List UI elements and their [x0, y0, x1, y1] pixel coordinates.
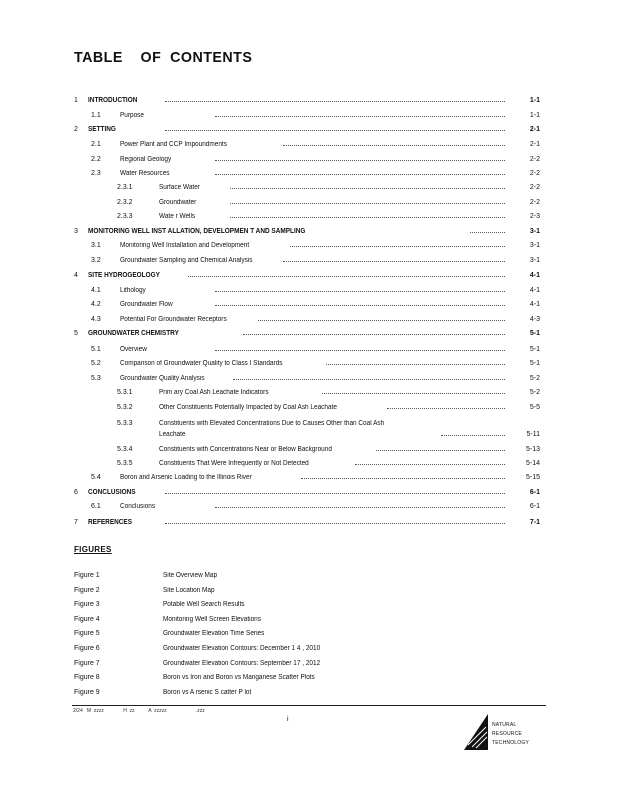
toc-entry-number: 5.3.3: [117, 420, 133, 427]
toc-entry-number: 4.3: [91, 316, 101, 323]
leader-dots: [258, 320, 505, 321]
toc-entry-label: Power Plant and CCP Impoundments: [120, 141, 227, 148]
figure-number: Figure 3: [74, 601, 100, 609]
toc-entry[interactable]: [0, 124, 618, 136]
toc-entry[interactable]: [0, 487, 618, 499]
leader-dots: [230, 188, 505, 189]
toc-entry-number: 4: [74, 272, 78, 279]
figure-title: Boron vs A rsenic S catter P lot: [163, 688, 252, 696]
toc-entry[interactable]: [0, 387, 618, 399]
logo-line-2: RESOURCE: [492, 731, 522, 737]
toc-entry-page: 2-2: [529, 156, 540, 163]
toc-entry-page: 5-15: [525, 474, 540, 481]
toc-entry-number: 2.3.1: [117, 184, 133, 191]
leader-dots: [215, 291, 505, 292]
toc-entry[interactable]: [0, 458, 618, 470]
figure-title: Groundwater Elevation Contours: December 1 4 , 2010: [163, 645, 321, 652]
figure-entry[interactable]: [0, 614, 618, 626]
toc-entry[interactable]: [0, 182, 618, 194]
leader-dots: [215, 116, 505, 117]
toc-entry-number: 2.3.3: [117, 213, 133, 220]
toc-entry-page: 5-2: [529, 389, 540, 396]
toc-entry[interactable]: [0, 517, 618, 529]
page-title: TABLE OF CONTENTS: [74, 49, 253, 66]
toc-entry[interactable]: [0, 255, 618, 267]
toc-entry-number: 1: [74, 97, 78, 104]
toc-entry-number: 3.2: [91, 257, 101, 264]
leader-dots: [215, 507, 505, 508]
toc-entry-number: 2.3.2: [117, 199, 133, 206]
toc-entry-label: Monitoring Well Installation and Development: [120, 242, 250, 249]
toc-entry-number: 5.2: [91, 360, 101, 367]
toc-entry-number: 3.1: [91, 242, 101, 249]
toc-entry[interactable]: [0, 226, 618, 238]
toc-entry-continuation: [0, 429, 618, 441]
toc-entry[interactable]: [0, 358, 618, 370]
toc-entry-label: Constituents with Concentrations Near or Below Background: [159, 446, 332, 453]
leader-dots: [387, 408, 505, 409]
figure-title: Potable Well Search Results: [163, 601, 245, 609]
figure-title: Site Overview Map: [163, 572, 218, 579]
toc-entry-label: Wate r Wells: [159, 213, 196, 220]
toc-entry-number: 5: [74, 330, 78, 337]
toc-entry-label: SETTING: [88, 126, 116, 133]
toc-entry[interactable]: [0, 444, 618, 456]
toc-entry[interactable]: [0, 402, 618, 414]
toc-entry-page: 3-1: [529, 242, 540, 249]
toc-entry-number: 5.3.4: [117, 446, 133, 453]
toc-entry[interactable]: [0, 110, 618, 122]
figure-entry[interactable]: [0, 643, 618, 655]
toc-entry[interactable]: [0, 95, 618, 107]
toc-entry[interactable]: [0, 472, 618, 484]
leader-dots: [188, 276, 505, 277]
logo-line-1: NATURAL: [492, 722, 517, 728]
toc-entry-number: 2.3: [91, 170, 101, 177]
toc-entry-number: 3: [74, 228, 78, 235]
toc-entry-label: REFERENCES: [88, 519, 133, 526]
toc-entry[interactable]: [0, 328, 618, 340]
figure-entry[interactable]: [0, 672, 618, 684]
toc-entry-label: Groundwater Flow: [120, 301, 173, 308]
toc-entry-page: 4-1: [529, 287, 540, 294]
footer-text: 2/24 M zzzz H zz A zzzzz .zzz: [73, 708, 205, 714]
footer-rule: [72, 705, 546, 706]
toc-entry-label: Other Constituents Potentially Impacted by Coal Ash Leachate: [159, 404, 337, 411]
leader-dots: [230, 203, 505, 204]
toc-entry-page: 6-1: [529, 489, 540, 496]
toc-entry[interactable]: [0, 168, 618, 180]
toc-entry-label: GROUNDWATER CHEMISTRY: [88, 330, 179, 337]
toc-entry-label: Purpose: [120, 112, 144, 119]
figure-entry[interactable]: [0, 585, 618, 597]
figure-title: Groundwater Elevation Contours: September 17 , 2012: [163, 659, 321, 667]
leader-dots: [243, 334, 505, 335]
leader-dots: [165, 493, 505, 494]
toc-entry-label-continued: Leachate: [159, 431, 186, 438]
toc-entry-page: 5-2: [529, 375, 540, 382]
toc-entry-label: Boron and Arsenic Loading to the Illinois River: [120, 474, 252, 481]
figure-entry[interactable]: [0, 599, 618, 611]
leader-dots: [322, 393, 505, 394]
toc-entry-number: 4.2: [91, 301, 101, 308]
toc-entry-label: Conclusions: [120, 503, 156, 510]
toc-entry-page: 6-1: [529, 503, 540, 510]
toc-entry-page: 5-1: [529, 330, 540, 337]
toc-entry-number: 5.3: [91, 375, 101, 382]
toc-entry-page: 5-14: [525, 460, 540, 467]
toc-entry-page: 4-1: [529, 301, 540, 308]
toc-entry-page: 1-1: [529, 112, 540, 119]
toc-entry[interactable]: [0, 344, 618, 356]
figure-number: Figure 6: [74, 645, 100, 652]
figure-title: Monitoring Well Screen Elevations: [163, 615, 261, 623]
toc-entry-label: SITE HYDROGEOLOGY: [88, 272, 160, 279]
figures-heading: FIGURES: [74, 545, 112, 554]
toc-entry-number: 5.3.2: [117, 404, 133, 411]
toc-entry-page: 5-11: [526, 431, 540, 438]
toc-entry[interactable]: [0, 299, 618, 311]
toc-entry-number: 5.3.1: [117, 389, 133, 396]
figure-entry[interactable]: [0, 570, 618, 582]
toc-entry-label: Potential For Groundwater Receptors: [120, 316, 227, 323]
toc-entry[interactable]: [0, 373, 618, 385]
toc-entry[interactable]: [0, 197, 618, 209]
toc-entry-page: 4-1: [529, 272, 540, 279]
toc-entry-label: INTRODUCTION: [88, 97, 138, 104]
figure-number: Figure 2: [74, 586, 100, 594]
leader-dots: [470, 232, 505, 233]
figure-number: Figure 9: [74, 688, 100, 696]
toc-entry-page: 1-1: [529, 97, 540, 104]
toc-entry-label: Lithology: [120, 287, 146, 294]
toc-entry-page: 2-2: [529, 184, 540, 191]
toc-entry[interactable]: [0, 240, 618, 252]
figure-entry[interactable]: [0, 658, 618, 670]
toc-entry-label: Water Resources: [120, 170, 170, 177]
leader-dots: [233, 379, 505, 380]
toc-entry-page: 5-1: [529, 346, 540, 353]
toc-entry-number: 6: [74, 489, 78, 496]
toc-entry-number: 4.1: [91, 287, 101, 294]
page-number: i: [287, 716, 289, 723]
toc-entry-page: 5-13: [525, 446, 540, 453]
leader-dots: [165, 101, 505, 102]
figure-number: Figure 1: [74, 572, 100, 579]
leader-dots: [283, 145, 505, 146]
toc-entry-label: Surface Water: [159, 184, 200, 191]
toc-entry-label: MONITORING WELL INST ALLATION, DEVELOPMEN T AND SAMPLING: [88, 228, 306, 235]
toc-entry-number: 5.1: [91, 346, 101, 353]
figure-title: Site Location Map: [163, 586, 215, 594]
toc-entry-page: 2-2: [529, 170, 540, 177]
leader-dots: [165, 130, 505, 131]
toc-entry-number: 5.3.5: [117, 460, 133, 467]
toc-entry[interactable]: [0, 154, 618, 166]
leader-dots: [301, 478, 505, 479]
toc-entry-number: 2.2: [91, 156, 101, 163]
toc-entry[interactable]: [0, 285, 618, 297]
leader-dots: [290, 246, 505, 247]
toc-entry-page: 2-2: [529, 199, 540, 206]
leader-dots: [230, 217, 505, 218]
figure-title: Groundwater Elevation Time Series: [163, 630, 265, 638]
toc-entry-label: Groundwater Quality Analysis: [120, 375, 205, 382]
leader-dots: [165, 523, 505, 524]
toc-entry-label: Prim ary Coal Ash Leachate Indicators: [159, 389, 269, 396]
toc-entry-label: Overview: [120, 346, 147, 353]
figure-title: Boron vs Iron and Boron vs Manganese Scatter Plots: [163, 674, 315, 682]
toc-entry-label: Groundwater Sampling and Chemical Analysis: [120, 257, 253, 264]
toc-entry-label: Comparison of Groundwater Quality to Class I Standards: [120, 360, 283, 367]
toc-entry[interactable]: [0, 270, 618, 282]
figure-entry[interactable]: [0, 628, 618, 640]
leader-dots: [326, 364, 505, 365]
figure-number: Figure 4: [74, 615, 100, 623]
toc-entry-page: 2-1: [529, 126, 540, 133]
toc-entry-number: 2: [74, 126, 78, 133]
toc-entry-page: 5-1: [529, 360, 540, 367]
toc-entry-number: 7: [74, 519, 78, 526]
toc-entry-label: Constituents That Were Infrequently or Not Detected: [159, 460, 309, 467]
toc-entry-page: 3-1: [529, 257, 540, 264]
leader-dots: [355, 464, 505, 465]
toc-entry-page: 5-5: [529, 404, 540, 411]
figure-number: Figure 5: [74, 630, 100, 638]
leader-dots: [215, 350, 505, 351]
leader-dots: [215, 160, 505, 161]
toc-entry-number: 1.1: [91, 112, 101, 119]
leader-dots: [215, 174, 505, 175]
toc-entry-page: 4-3: [529, 316, 540, 323]
toc-entry-label: Regional Geology: [120, 156, 172, 163]
toc-entry-label: Constituents with Elevated Concentrations Due to Causes Other than Coal Ash: [159, 420, 385, 427]
toc-entry-page: 2-1: [529, 141, 540, 148]
toc-entry-number: 5.4: [91, 474, 101, 481]
toc-entry-label: Groundwater: [159, 199, 197, 206]
toc-entry-label: CONCLUSIONS: [88, 489, 136, 496]
leader-dots: [283, 261, 505, 262]
toc-entry[interactable]: [0, 139, 618, 151]
toc-entry[interactable]: [0, 501, 618, 513]
toc-entry-number: 2.1: [91, 141, 101, 148]
figure-number: Figure 7: [74, 659, 100, 667]
figure-entry[interactable]: [0, 687, 618, 699]
toc-entry[interactable]: [0, 211, 618, 223]
toc-entry-page: 2-3: [529, 213, 540, 220]
toc-entry-page: 7-1: [529, 519, 540, 526]
toc-entry-number: 6.1: [91, 503, 101, 510]
leader-dots: [215, 305, 505, 306]
logo-line-3: TECHNOLOGY: [492, 740, 530, 746]
toc-entry-page: 3-1: [529, 228, 540, 235]
toc-entry[interactable]: [0, 314, 618, 326]
leader-dots: [376, 450, 505, 451]
figure-number: Figure 8: [74, 674, 100, 682]
